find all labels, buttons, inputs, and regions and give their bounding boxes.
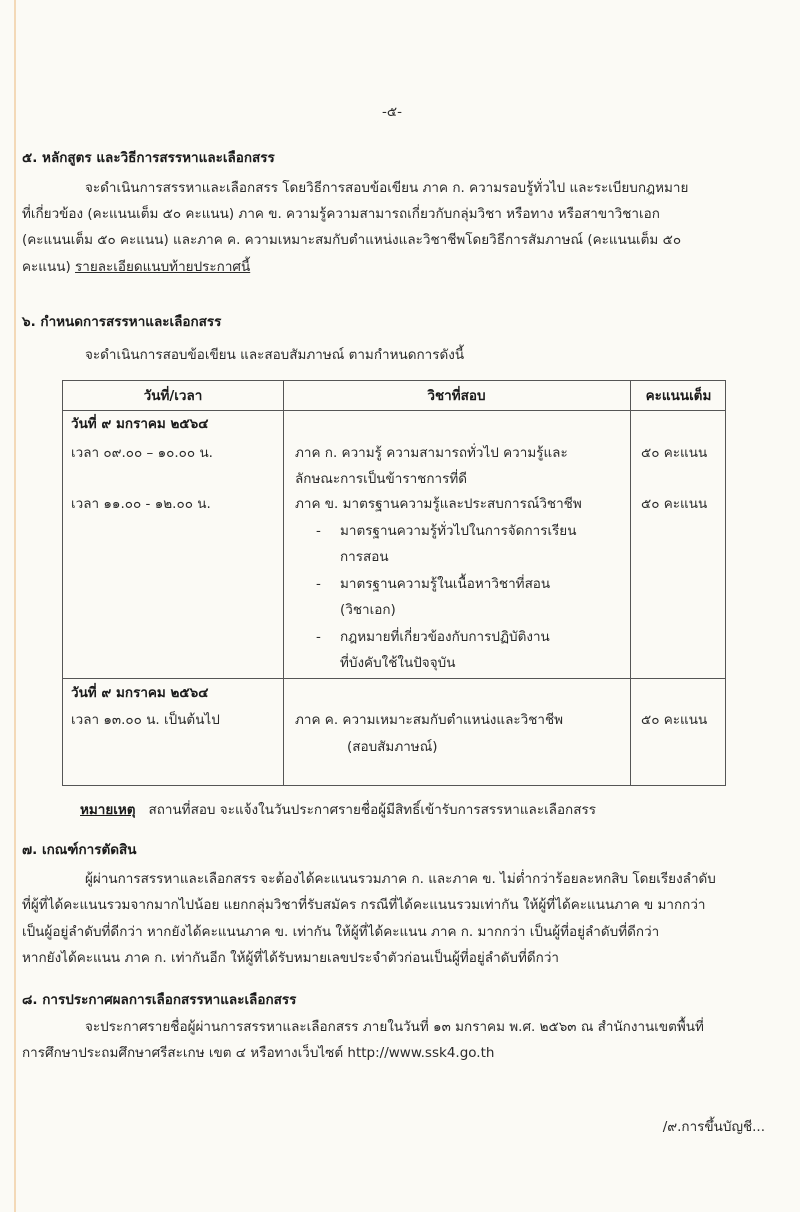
note — [80, 800, 596, 820]
section8-heading: ๘. การประกาศผลการเลือกสรรหาและเลือกสรร — [22, 992, 297, 1008]
section7-line: เป็นผู้อยู่ลำดับที่ดีกว่า หากยังได้คะแนนภาค ข. เท่ากัน ให้ผู้ที่ได้คะแนน ภาค ก. มากกว่า เป็นผู้ที่อยู่ลำดับที่ดีกว่า — [22, 924, 660, 940]
section7-line: ผู้ผ่านการสรรหาและเลือกสรร จะต้องได้คะแนนรวมภาค ก. และภาค ข. ไม่ต่ำกว่าร้อยละหกสิบ โดยเรียงลำดับ — [85, 871, 716, 887]
row-divider — [63, 678, 725, 679]
section7-line: ที่ผู้ที่ได้คะแนนรวมจากมากไปน้อย แยกกลุ่มวิชาที่รับสมัคร กรณีที่ได้คะแนนรวมเท่ากัน ให้ผู้ที่ได้คะแนนภาค ข มากกว่า — [22, 897, 706, 913]
continuation-footer: /๙.การขึ้นบัญชี... — [662, 1119, 765, 1135]
note-text: สถานที่สอบ จะแจ้งในวันประกาศรายชื่อผู้มีสิทธิ์เข้ารับการสรรหาและเลือกสรร — [148, 802, 596, 818]
row2-date: วันที่ ๙ มกราคม ๒๕๖๔ — [71, 685, 209, 701]
row2-score: ๕๐ คะแนน — [641, 712, 708, 728]
section5-last-text: คะแนน) — [22, 259, 71, 275]
row1-subject-a: ลักษณะการเป็นข้าราชการที่ดี — [295, 471, 468, 487]
header-subject: วิชาที่สอบ — [427, 388, 486, 404]
column-divider — [630, 381, 631, 785]
bullet-item: กฎหมายที่เกี่ยวข้องกับการปฏิบัติงาน — [340, 629, 550, 645]
row1-subject-b: ภาค ข. มาตรฐานความรู้และประสบการณ์วิชาชีพ — [295, 496, 582, 512]
bullet-item: มาตรฐานความรู้ทั่วไปในการจัดการเรียน — [340, 523, 577, 539]
section5-line: จะดำเนินการสรรหาและเลือกสรร โดยวิธีการสอบข้อเขียน ภาค ก. ความรอบรู้ทั่วไป และระเบียบกฎหมาย — [85, 180, 689, 196]
row1-score-b: ๕๐ คะแนน — [641, 496, 708, 512]
bullet-dash: - — [316, 629, 321, 645]
section5-heading: ๕. หลักสูตร และวิธีการสรรหาและเลือกสรร — [22, 150, 275, 166]
exam-schedule-table — [62, 380, 726, 786]
bullet-item: (วิชาเอก) — [340, 602, 396, 618]
section6-heading: ๖. กำหนดการสรรหาและเลือกสรร — [22, 314, 222, 330]
scan-edge — [14, 0, 16, 1212]
section8-line: การศึกษาประถมศึกษาศรีสะเกษ เขต ๔ หรือทางเว็บไซต์ http://www.ssk4.go.th — [22, 1045, 495, 1061]
section5-line — [22, 257, 250, 277]
bullet-item: การสอน — [340, 549, 389, 565]
header-full-score: คะแนนเต็ม — [645, 388, 712, 404]
section7-line: หากยังได้คะแนน ภาค ก. เท่ากันอีก ให้ผู้ที่ได้รับหมายเลขประจำตัวก่อนเป็นผู้ที่อยู่ลำดับที่ดีกว่า — [22, 950, 560, 966]
bullet-item: มาตรฐานความรู้ในเนื้อหาวิชาที่สอน — [340, 576, 551, 592]
bullet-dash: - — [316, 576, 321, 592]
row1-subject-a: ภาค ก. ความรู้ ความสามารถทั่วไป ความรู้และ — [295, 445, 568, 461]
header-divider — [63, 410, 725, 411]
bullet-dash: - — [316, 523, 321, 539]
section6-intro: จะดำเนินการสอบข้อเขียน และสอบสัมภาษณ์ ตามกำหนดการดังนี้ — [85, 347, 465, 363]
row1-time1: เวลา ๐๙.๐๐ – ๑๐.๐๐ น. — [71, 445, 213, 461]
row2-subject: (สอบสัมภาษณ์) — [347, 739, 438, 755]
section8-line: จะประกาศรายชื่อผู้ผ่านการสรรหาและเลือกสรร ภายในวันที่ ๑๓ มกราคม พ.ศ. ๒๕๖๓ ณ สำนักงานเขตพื้นที่ — [85, 1019, 704, 1035]
header-date-time: วันที่/เวลา — [143, 388, 203, 404]
row1-score-a: ๕๐ คะแนน — [641, 445, 708, 461]
row2-subject: ภาค ค. ความเหมาะสมกับตำแหน่งและวิชาชีพ — [295, 712, 564, 728]
note-label: หมายเหตุ — [80, 802, 136, 818]
row1-time2: เวลา ๑๑.๐๐ - ๑๒.๐๐ น. — [71, 496, 211, 512]
bullet-item: ที่บังคับใช้ในปัจจุบัน — [340, 655, 456, 671]
details-attachment-link: รายละเอียดแนบท้ายประกาศนี้ — [75, 259, 251, 275]
section5-line: (คะแนนเต็ม ๕๐ คะแนน) และภาค ค. ความเหมาะสมกับตำแหน่งและวิชาชีพโดยวิธีการสัมภาษณ์ (คะแนนเต็ม ๕๐ — [22, 232, 682, 248]
column-divider — [283, 381, 284, 785]
row1-date: วันที่ ๙ มกราคม ๒๕๖๔ — [71, 416, 209, 432]
section5-line: ที่เกี่ยวข้อง (คะแนนเต็ม ๕๐ คะแนน) ภาค ข. ความรู้ความสามารถเกี่ยวกับกลุ่มวิชา หรือทาง หรือสาขาวิชาเอก — [22, 206, 660, 222]
row2-time: เวลา ๑๓.๐๐ น. เป็นต้นไป — [71, 712, 220, 728]
section7-heading: ๗. เกณฑ์การตัดสิน — [22, 842, 137, 858]
page-number: -๕- — [382, 104, 402, 120]
